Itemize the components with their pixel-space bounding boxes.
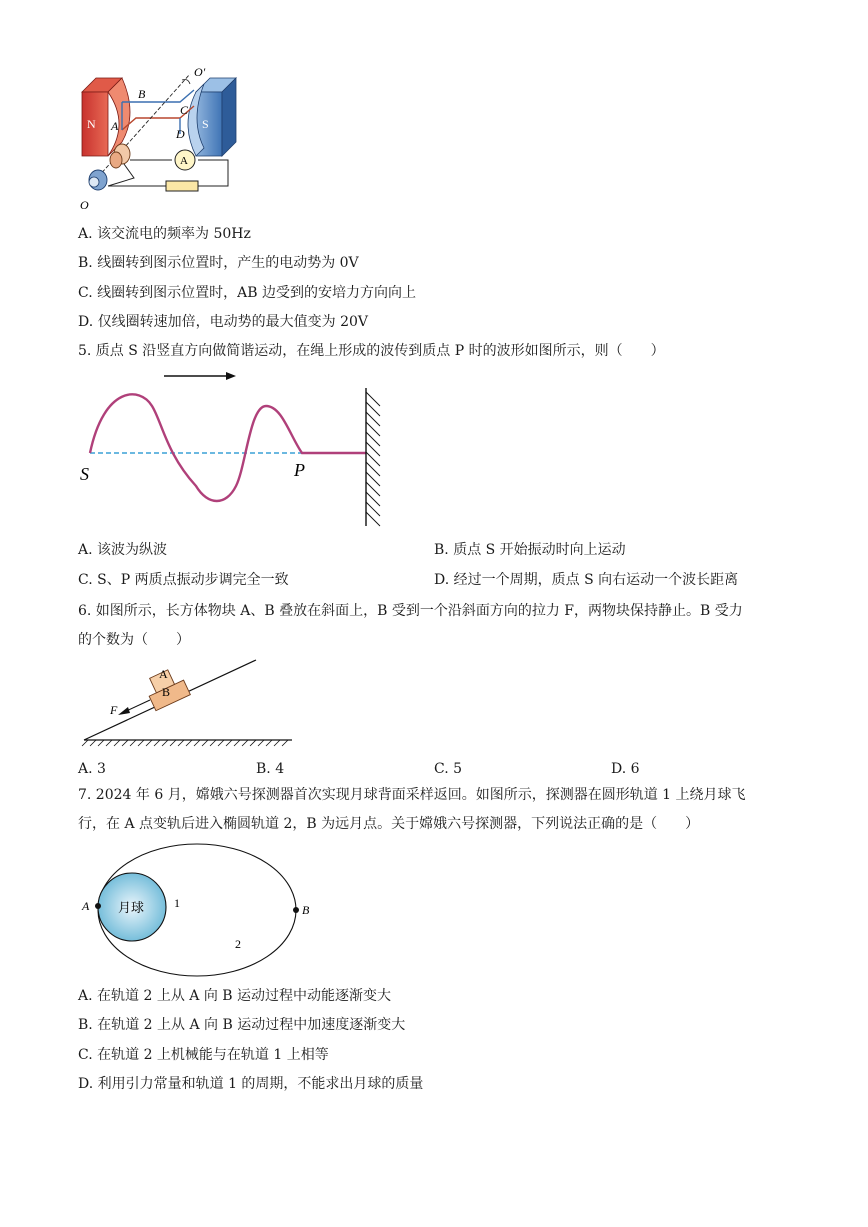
q7-option-b: B. 在轨道 2 上从 A 向 B 运动过程中加速度逐渐变大 bbox=[78, 1017, 406, 1033]
q4-option-d: D. 仅线圈转速加倍，电动势的最大值变为 20V bbox=[78, 314, 368, 330]
fig-label-b: B bbox=[138, 87, 146, 101]
q5-option-c: C. S、P 两质点振动步调完全一致 bbox=[78, 572, 289, 588]
q7-option-a: A. 在轨道 2 上从 A 向 B 运动过程中动能逐渐变大 bbox=[78, 988, 392, 1004]
wave-figure bbox=[76, 366, 396, 531]
q4-option-b: B. 线圈转到图示位置时，产生的电动势为 0V bbox=[78, 255, 359, 271]
q6-option-a: A. 3 bbox=[78, 761, 106, 777]
incline-label-f: F bbox=[110, 703, 118, 717]
fig-label-d: D bbox=[176, 127, 185, 141]
orbit-label-a: A bbox=[82, 899, 90, 913]
q5-option-a: A. 该波为纵波 bbox=[78, 542, 168, 558]
fig-label-a: A bbox=[111, 119, 119, 133]
orbit-label-1: 1 bbox=[174, 896, 180, 910]
wave-label-s: S bbox=[80, 464, 89, 484]
fig-label-o-prime: O′ bbox=[194, 65, 206, 79]
q5-option-d: D. 经过一个周期，质点 S 向右运动一个波长距离 bbox=[434, 572, 739, 588]
ammeter-label: A bbox=[180, 155, 188, 167]
q6-option-d: D. 6 bbox=[611, 761, 640, 777]
fig-label-o: O bbox=[80, 198, 89, 212]
fig-label-s: S bbox=[202, 117, 209, 131]
orbit-label-2: 2 bbox=[235, 937, 241, 951]
generator-figure bbox=[74, 62, 244, 214]
q5-option-b: B. 质点 S 开始振动时向上运动 bbox=[434, 542, 626, 558]
q6-stem-line1: 6. 如图所示，长方体物块 A、B 叠放在斜面上，B 受到一个沿斜面方向的拉力 F，两物块保持静止。B 受力 bbox=[78, 603, 743, 619]
q7-option-c: C. 在轨道 2 上机械能与在轨道 1 上相等 bbox=[78, 1047, 329, 1063]
q5-stem: 5. 质点 S 沿竖直方向做简谐运动，在绳上形成的波传到质点 P 时的波形如图所示，则（ ） bbox=[78, 343, 665, 359]
orbit-label-b: B bbox=[302, 903, 310, 917]
fig-label-c: C bbox=[180, 103, 189, 117]
q6-option-c: C. 5 bbox=[434, 761, 463, 777]
q7-stem-line2: 行，在 A 点变轨后进入椭圆轨道 2，B 为远月点。关于嫦娥六号探测器，下列说法正确的是（ ） bbox=[78, 816, 700, 832]
q4-option-c: C. 线圈转到图示位置时，AB 边受到的安培力方向向上 bbox=[78, 285, 416, 301]
incline-figure bbox=[78, 654, 298, 750]
q4-option-a: A. 该交流电的频率为 50Hz bbox=[78, 226, 251, 242]
q7-option-d: D. 利用引力常量和轨道 1 的周期，不能求出月球的质量 bbox=[78, 1076, 424, 1092]
q7-stem-line1: 7. 2024 年 6 月，嫦娥六号探测器首次实现月球背面采样返回。如图所示，探测器在圆形轨道 1 上绕月球飞 bbox=[78, 787, 746, 803]
fig-label-n: N bbox=[87, 117, 96, 131]
q6-option-b: B. 4 bbox=[256, 761, 285, 777]
orbit-moon-label: 月球 bbox=[118, 900, 145, 915]
wave-label-p: P bbox=[294, 460, 305, 480]
orbit-figure bbox=[76, 840, 316, 980]
incline-label-b: B bbox=[162, 685, 171, 699]
q6-stem-line2: 的个数为（ ） bbox=[78, 632, 190, 648]
incline-label-a: A bbox=[159, 667, 168, 681]
